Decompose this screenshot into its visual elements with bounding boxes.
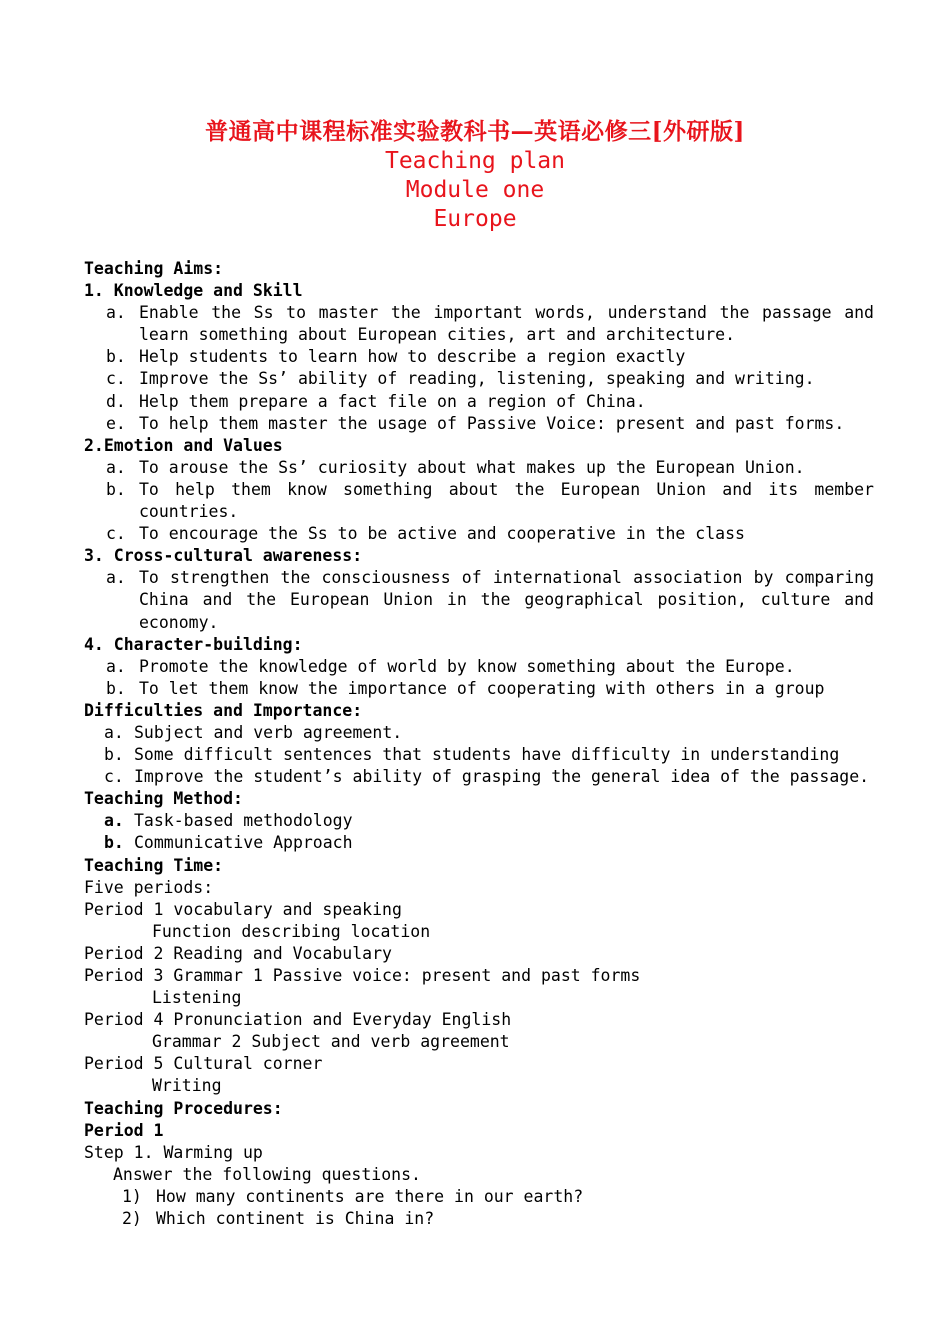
list-item: [84, 413, 874, 435]
section-heading-difficulties: Difficulties and Importance:: [84, 700, 363, 720]
list-marker: 2): [122, 1209, 142, 1229]
list-marker: a.: [106, 303, 126, 323]
title-europe: Europe: [433, 206, 517, 232]
list-item: [84, 722, 874, 744]
list-item: [84, 479, 874, 523]
time-line: Period 2 Reading and Vocabulary: [84, 943, 392, 963]
list-item: [84, 302, 874, 346]
list-marker: e.: [106, 413, 126, 433]
list-item: [84, 523, 874, 545]
time-line: Period 4 Pronunciation and Everyday English: [84, 1010, 512, 1030]
list-item-text: To let them know the importance of cooperating with others in a group: [139, 678, 825, 698]
list-item-text: To strengthen the consciousness of international association by comparing China and the European Union in the geographical position, culture and economy.: [139, 568, 874, 632]
list-marker: c.: [106, 524, 126, 544]
step-instruction: Answer the following questions.: [113, 1164, 421, 1184]
list-item-text: To help them master the usage of Passive Voice: present and past forms.: [139, 413, 845, 433]
list-marker: a.: [106, 457, 126, 477]
list-item-text: Promote the knowledge of world by know something about the Europe.: [139, 656, 795, 676]
list-item-text: Communicative Approach: [134, 833, 353, 853]
time-line: Grammar 2 Subject and verb agreement: [152, 1032, 510, 1052]
title-chinese: 普通高中课程标准实验教科书—英语必修三[外研版]: [205, 118, 745, 145]
section-heading-teaching-aims: Teaching Aims:: [84, 259, 224, 278]
list-item: [84, 832, 874, 854]
list-marker: a.: [104, 722, 124, 742]
list-item: [84, 678, 874, 700]
time-line: Five periods:: [84, 877, 214, 897]
list-marker: a.: [106, 568, 126, 588]
list-marker: b.: [106, 479, 126, 499]
list-item: [84, 391, 874, 413]
list-item: [84, 567, 874, 633]
subsection-heading-cross-cultural: 3. Cross-cultural awareness:: [84, 546, 363, 566]
section-heading-time: Teaching Time:: [84, 855, 224, 875]
list-item-text: To arouse the Ss’ curiosity about what makes up the European Union.: [139, 457, 805, 477]
list-marker: c.: [106, 369, 126, 389]
list-item: [84, 1208, 874, 1230]
list-item: [84, 810, 874, 832]
time-line: Period 1 vocabulary and speaking: [84, 899, 402, 919]
list-item-text: Help students to learn how to describe a region exactly: [139, 347, 686, 367]
list-item-text: Which continent is China in?: [156, 1209, 435, 1229]
period-heading: Period 1: [84, 1120, 164, 1140]
list-marker: b.: [106, 678, 126, 698]
list-item-text: Help them prepare a fact file on a region of China.: [139, 391, 646, 411]
list-item: [84, 368, 874, 390]
list-item-text: To help them know something about the European Union and its member countries.: [139, 479, 874, 522]
list-marker: a.: [104, 811, 124, 831]
list-marker: 1): [122, 1186, 142, 1206]
section-heading-procedures: Teaching Procedures:: [84, 1098, 283, 1118]
list-marker: d.: [106, 391, 126, 411]
list-item-text: Some difficult sentences that students have difficulty in understanding: [134, 745, 840, 765]
section-heading-method: Teaching Method:: [84, 789, 243, 809]
list-item-text: To encourage the Ss to be active and cooperative in the class: [139, 524, 745, 544]
list-marker: a.: [106, 656, 126, 676]
subsection-heading-emotion: 2.Emotion and Values: [84, 435, 283, 455]
time-line: Writing: [152, 1076, 222, 1096]
list-item: [84, 656, 874, 678]
list-marker: b.: [104, 745, 124, 765]
document-body: [84, 258, 874, 1230]
list-marker: b.: [104, 833, 124, 853]
list-item-text: Improve the Ss’ ability of reading, listening, speaking and writing.: [139, 369, 815, 389]
list-item: [84, 766, 874, 788]
list-item-text: Subject and verb agreement.: [134, 722, 403, 742]
time-line: Period 5 Cultural corner: [84, 1054, 323, 1074]
list-item-text: How many continents are there in our earth?: [156, 1186, 584, 1206]
list-item: [84, 346, 874, 368]
list-item-text: Improve the student’s ability of grasping the general idea of the passage.: [134, 767, 870, 787]
list-item: [84, 457, 874, 479]
step-heading: Step 1. Warming up: [84, 1142, 263, 1162]
time-line: Function describing location: [152, 921, 431, 941]
subsection-heading-knowledge: 1. Knowledge and Skill: [84, 281, 303, 301]
time-line: Period 3 Grammar 1 Passive voice: present and past forms: [84, 966, 641, 985]
title-teaching-plan: Teaching plan: [384, 148, 565, 174]
list-item: [84, 744, 874, 766]
list-item: [84, 1186, 874, 1208]
document-title-block: [0, 117, 950, 234]
time-line: Listening: [152, 988, 242, 1008]
title-module: Module one: [405, 177, 545, 203]
list-marker: b.: [106, 347, 126, 367]
list-marker: c.: [104, 767, 124, 787]
list-item-text: Enable the Ss to master the important words, understand the passage and learn something about European cities, art and architecture.: [139, 303, 874, 345]
list-item-text: Task-based methodology: [134, 811, 353, 831]
subsection-heading-character: 4. Character-building:: [84, 634, 303, 654]
